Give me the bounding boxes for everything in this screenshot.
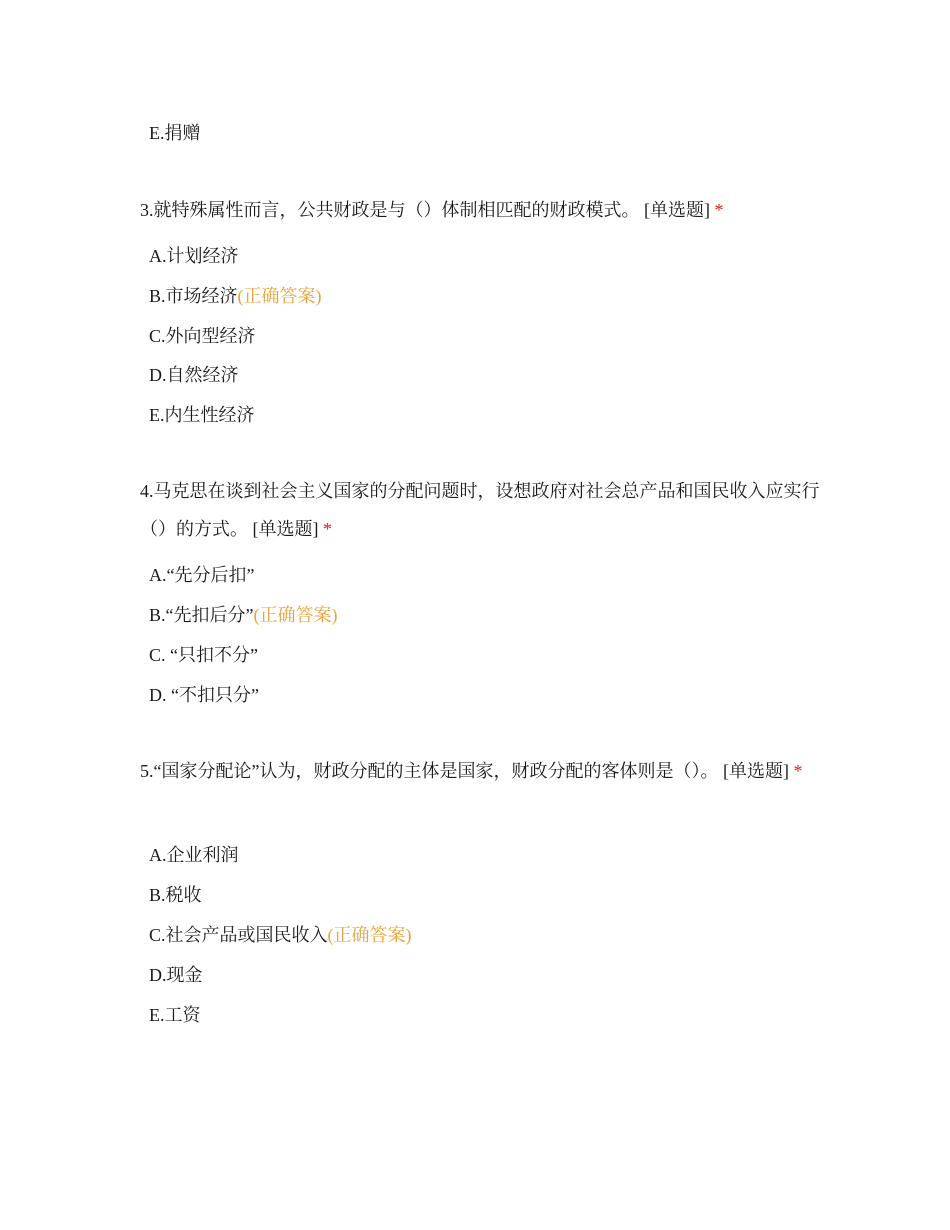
q5-option-e: E.工资: [149, 1005, 201, 1025]
q4-option-d: D. “不扣只分”: [149, 685, 259, 705]
q3-option-a: A.计划经济: [149, 246, 239, 266]
question-3-text: 3.就特殊属性而言，公共财政是与（）体制相匹配的财政模式。: [140, 200, 640, 220]
q3-option-b-label: B.市场经济: [149, 286, 238, 306]
q5-option-b: B.税收: [149, 885, 202, 905]
q4-option-a: A.“先分后扣”: [149, 565, 255, 585]
question-4: [140, 472, 820, 548]
q5-option-c: [149, 923, 412, 947]
question-3: [140, 191, 820, 229]
question-5: [140, 752, 820, 790]
option-prev-e: E.捐赠: [149, 123, 201, 143]
q3-option-c: C.外向型经济: [149, 326, 256, 346]
required-mark: *: [793, 761, 803, 781]
required-mark: *: [714, 200, 724, 220]
question-type-tag: [单选题]: [722, 761, 789, 781]
q3-option-b: [149, 284, 322, 308]
q3-option-d: D.自然经济: [149, 365, 239, 385]
correct-answer-note: (正确答案): [327, 925, 412, 945]
q5-option-d: D.现金: [149, 965, 203, 985]
q4-option-b: [149, 603, 337, 627]
q5-option-c-label: C.社会产品或国民收入: [149, 925, 328, 945]
question-type-tag: [单选题]: [252, 519, 319, 539]
question-5-text: 5.“国家分配论”认为，财政分配的主体是国家，财政分配的客体则是（）。: [140, 761, 719, 781]
required-mark: *: [323, 519, 332, 539]
q4-option-b-label: B.“先扣后分”: [149, 605, 254, 625]
q4-option-c: C. “只扣不分”: [149, 645, 258, 665]
question-4-text: 4.马克思在谈到社会主义国家的分配问题时，设想政府对社会总产品和国民收入应实行（）的方式。: [140, 481, 820, 539]
correct-answer-note: (正确答案): [237, 286, 322, 306]
q5-option-a: A.企业利润: [149, 845, 239, 865]
question-type-tag: [单选题]: [644, 200, 710, 220]
q3-option-e: E.内生性经济: [149, 405, 255, 425]
correct-answer-note: (正确答案): [253, 605, 338, 625]
